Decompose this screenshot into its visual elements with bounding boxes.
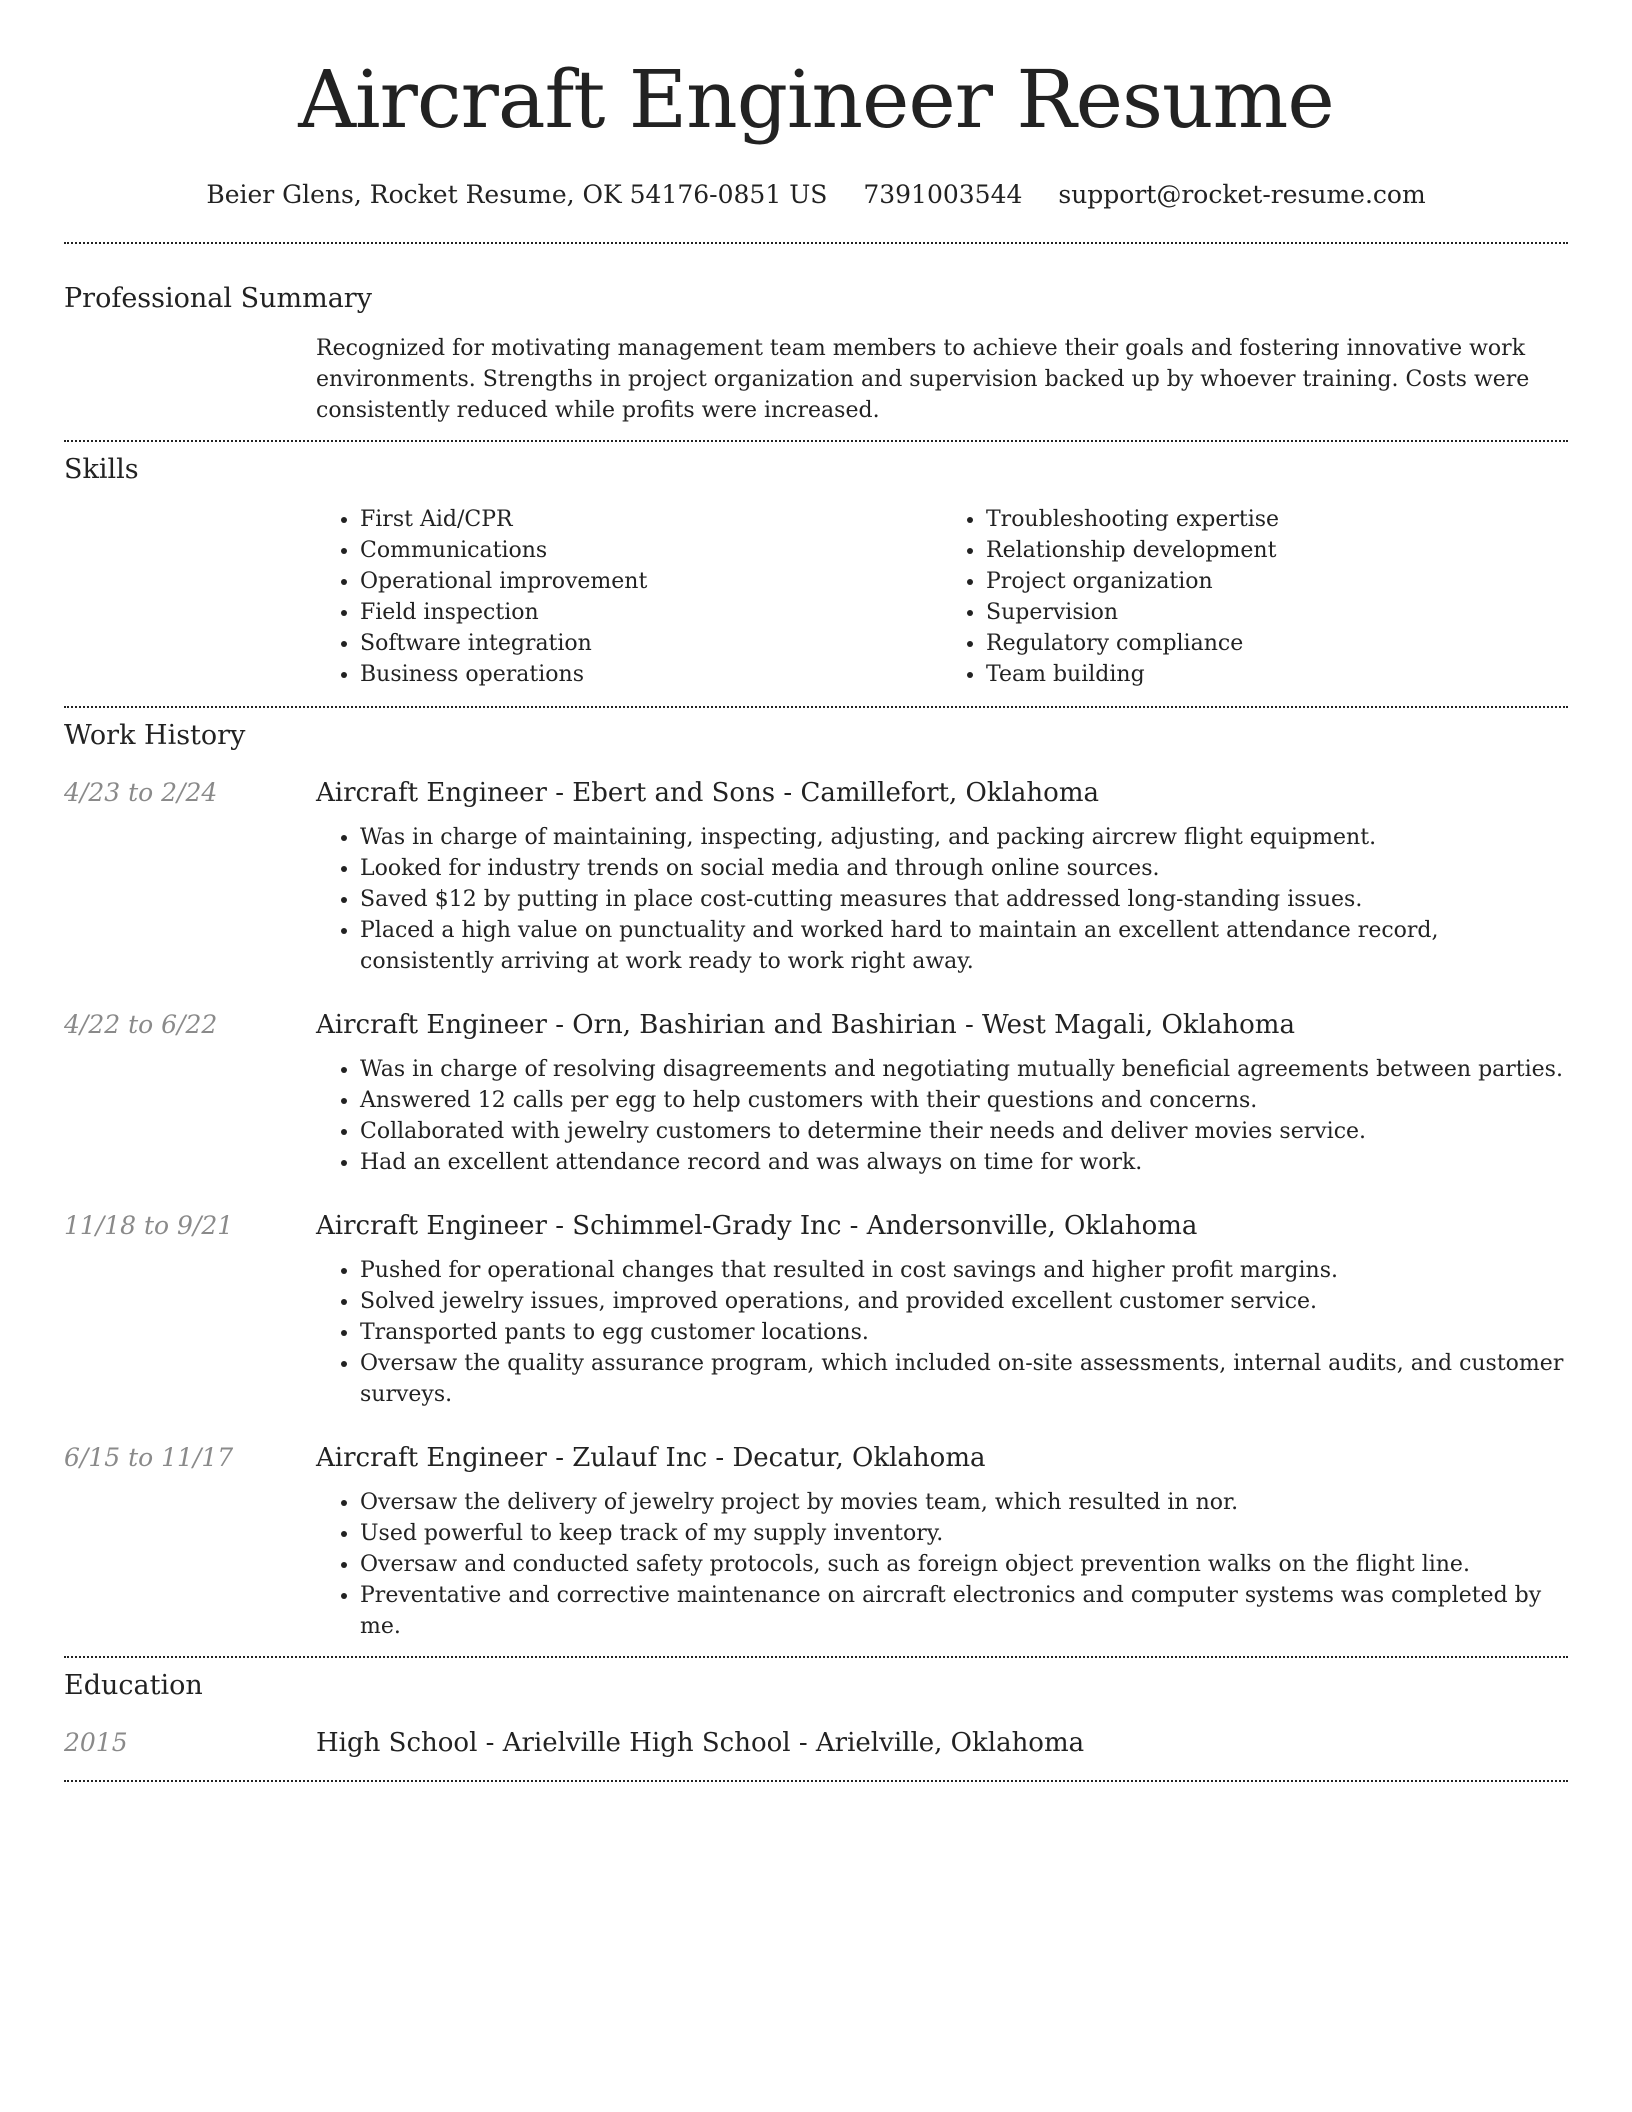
skills-heading: Skills [64, 454, 139, 485]
job-entry [64, 1209, 1568, 1410]
education-body [316, 1726, 1568, 1760]
skill-item: • Operational improvement [360, 566, 942, 597]
job-entry [64, 1441, 1568, 1642]
job-bullet: • Used powerful to keep track of my supply inventory. [360, 1518, 1568, 1549]
skill-item: • Software integration [360, 628, 942, 659]
skills-list-left [316, 504, 942, 690]
job-bullet: • Collaborated with jewelry customers to determine their needs and deliver movies service. [360, 1116, 1568, 1147]
job-body [316, 776, 1568, 977]
job-bullet: • Answered 12 calls per egg to help customers with their questions and concerns. [360, 1085, 1568, 1116]
skill-item: • First Aid/CPR [360, 504, 942, 535]
job-body [316, 1441, 1568, 1642]
education-date: 2015 [64, 1728, 128, 1757]
contact-address: Beier Glens, Rocket Resume, OK 54176-0851 US [206, 180, 828, 209]
divider [64, 440, 1568, 442]
divider [64, 1780, 1568, 1782]
job-dates: 11/18 to 9/21 [64, 1211, 234, 1240]
job-title: Aircraft Engineer - Schimmel-Grady Inc - Andersonville, Oklahoma [316, 1211, 1198, 1241]
job-title: Aircraft Engineer - Zulauf Inc - Decatur, Oklahoma [316, 1443, 986, 1473]
job-bullet: • Pushed for operational changes that resulted in cost savings and higher profit margins. [360, 1255, 1568, 1286]
education-entry [64, 1726, 1568, 1760]
job-dates: 4/22 to 6/22 [64, 1010, 218, 1039]
contact-email: support@rocket-resume.com [1058, 180, 1426, 209]
skill-item: • Regulatory compliance [986, 628, 1568, 659]
education-title: High School - Arielville High School - Arielville, Oklahoma [316, 1728, 1085, 1758]
skill-item: • Field inspection [360, 597, 942, 628]
divider [64, 242, 1568, 244]
job-bullet: • Saved $12 by putting in place cost-cutting measures that addressed long-standing issues. [360, 884, 1568, 915]
skill-item: • Communications [360, 535, 942, 566]
summary-text: Recognized for motivating management team members to achieve their goals and fostering innovative work environments. Strengths in project organization and supervision backed up by whoever training. Costs were consistently reduced while profits were increased. [316, 336, 1530, 423]
skill-item: • Project organization [986, 566, 1568, 597]
job-bullet: • Placed a high value on punctuality and worked hard to maintain an excellent attendance record, consistently arriving at work ready to work right away. [360, 915, 1568, 977]
contact-line [0, 180, 1632, 210]
divider [64, 1656, 1568, 1658]
job-bullet: • Was in charge of maintaining, inspecting, adjusting, and packing aircrew flight equipment. [360, 822, 1568, 853]
job-bullet: • Solved jewelry issues, improved operations, and provided excellent customer service. [360, 1286, 1568, 1317]
job-bullets [316, 1487, 1568, 1642]
skill-item: • Team building [986, 659, 1568, 690]
divider [64, 706, 1568, 708]
skill-item: • Relationship development [986, 535, 1568, 566]
job-bullet: • Oversaw the quality assurance program, which included on-site assessments, internal audits, and customer surveys. [360, 1348, 1568, 1410]
resume-title: Aircraft Engineer Resume [298, 53, 1334, 146]
education-heading: Education [64, 1670, 203, 1701]
job-entry [64, 1008, 1568, 1178]
job-bullets [316, 822, 1568, 977]
job-dates: 4/23 to 2/24 [64, 778, 218, 807]
job-body [316, 1209, 1568, 1410]
skill-item: • Supervision [986, 597, 1568, 628]
summary-heading: Professional Summary [64, 283, 372, 314]
job-bullet: • Oversaw and conducted safety protocols, such as foreign object prevention walks on the flight line. [360, 1549, 1568, 1580]
skill-item: • Troubleshooting expertise [986, 504, 1568, 535]
skills-section [316, 504, 1568, 690]
job-entry [64, 776, 1568, 977]
job-body [316, 1008, 1568, 1178]
job-title: Aircraft Engineer - Ebert and Sons - Camillefort, Oklahoma [316, 778, 1099, 808]
job-bullets [316, 1255, 1568, 1410]
work-heading: Work History [64, 720, 246, 751]
job-bullet: • Looked for industry trends on social media and through online sources. [360, 853, 1568, 884]
job-bullet: • Transported pants to egg customer locations. [360, 1317, 1568, 1348]
job-bullet: • Was in charge of resolving disagreements and negotiating mutually beneficial agreements between parties. [360, 1054, 1568, 1085]
contact-phone: 7391003544 [863, 180, 1023, 209]
job-bullet: • Preventative and corrective maintenance on aircraft electronics and computer systems was completed by me. [360, 1580, 1568, 1642]
job-bullet: • Had an excellent attendance record and was always on time for work. [360, 1147, 1568, 1178]
job-bullet: • Oversaw the delivery of jewelry project by movies team, which resulted in nor. [360, 1487, 1568, 1518]
job-dates: 6/15 to 11/17 [64, 1443, 234, 1472]
skills-list-right [942, 504, 1568, 690]
job-title: Aircraft Engineer - Orn, Bashirian and Bashirian - West Magali, Oklahoma [316, 1010, 1295, 1040]
job-bullets [316, 1054, 1568, 1178]
summary-section [316, 333, 1568, 426]
skill-item: • Business operations [360, 659, 942, 690]
